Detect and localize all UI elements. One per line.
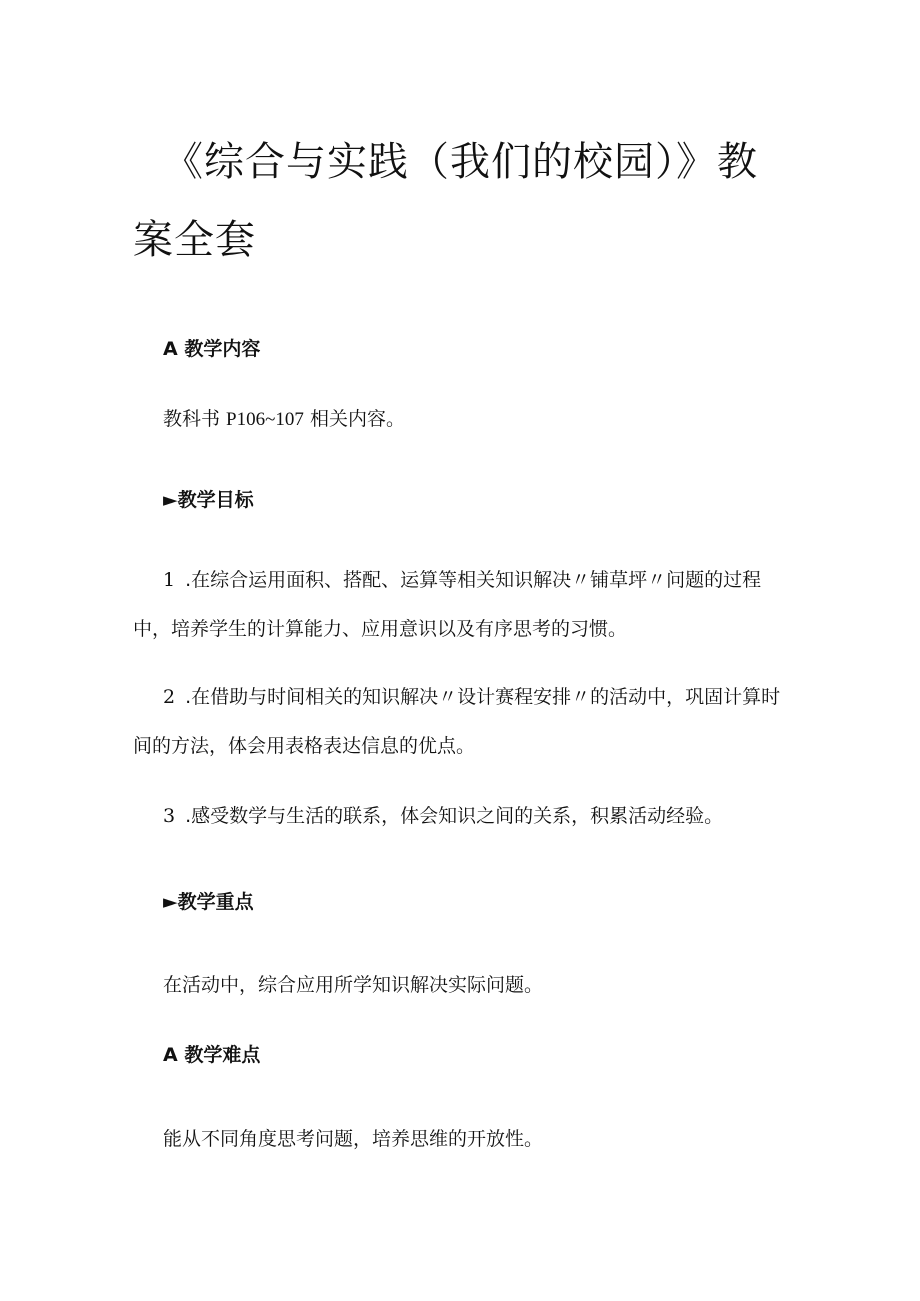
goal-item (133, 792, 783, 841)
goal-item-text: .感受数学与生活的联系，体会知识之间的关系，积累活动经验。 (185, 805, 724, 827)
content-text-pages: P106~107 (226, 409, 304, 430)
content-text-suffix: 相关内容。 (303, 408, 405, 430)
key-points-text: 在活动中，综合应用所学知识解决实际问题。 (163, 974, 544, 996)
content-text (163, 404, 405, 431)
goal-item (133, 673, 783, 771)
goal-item-text: .在综合运用面积、搭配、运算等相关知识解决〃铺草坪〃问题的过程中，培养学生的计算能力、应用意识以及有序思考的习惯。 (133, 569, 762, 640)
document-title: 《综合与实践（我们的校园）》教案全套 (133, 139, 758, 263)
difficulties-text: 能从不同角度思考问题，培养思维的开放性。 (163, 1128, 544, 1150)
goal-item-number: 1 (163, 569, 176, 591)
section-heading-key-points: ►教学重点 (163, 891, 254, 913)
section-heading-goals: ►教学目标 (163, 489, 254, 511)
goal-item-number: 3 (163, 805, 176, 827)
goal-item-text: .在借助与时间相关的知识解决〃设计赛程安排〃的活动中，巩固计算时间的方法，体会用表格表达信息的优点。 (133, 686, 781, 757)
goal-item-number: 2 (163, 686, 176, 708)
section-heading-difficulties: A 教学难点 (163, 1044, 261, 1066)
content-text-prefix: 教科书 (163, 408, 227, 430)
section-heading-content: A 教学内容 (163, 338, 261, 360)
goal-item (133, 556, 783, 654)
